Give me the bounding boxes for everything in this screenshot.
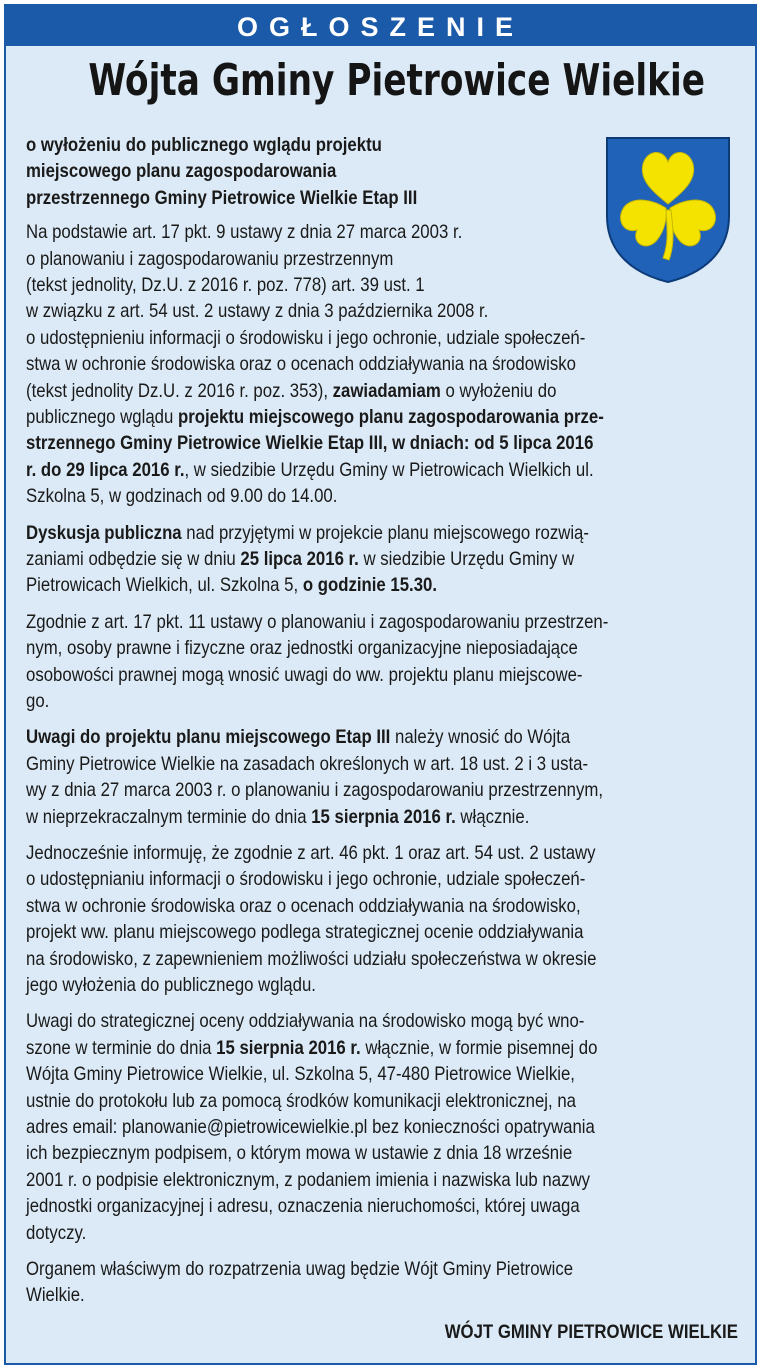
text-segment: zaniami odbędzie się w dniu — [26, 548, 241, 571]
body-paragraphs — [26, 219, 738, 1309]
bold-text: 15 sierpnia 2016 r. — [216, 1036, 361, 1059]
text-segment: ich bezpiecznym podpisem, o którym mowa w ustawie z dnia 18 wrześnie — [26, 1142, 573, 1165]
paragraph-text — [26, 1008, 738, 1246]
text-line — [26, 946, 738, 972]
text-segment: Wielkie. — [26, 1284, 85, 1307]
text-line — [26, 572, 738, 598]
text-segment: Szkolna 5, w godzinach od 9.00 do 14.00. — [26, 485, 338, 508]
text-line — [26, 1008, 738, 1034]
text-segment: jednostki organizacyjnej i adresu, oznaczenia nieruchomości, której uwaga — [26, 1195, 580, 1218]
text-segment: w nieprzekraczalnym terminie do dnia — [26, 805, 312, 828]
text-segment: Pietrowicach Wielkich, ul. Szkolna 5, — [26, 574, 303, 597]
text-segment: (tekst jednolity Dz.U. z 2016 r. poz. 353), — [26, 379, 333, 402]
bold-text: Dyskusja publiczna — [26, 521, 182, 544]
text-line — [26, 483, 738, 509]
text-segment: stwa w ochronie środowiska oraz o ocenach oddziaływania na środowisko, — [26, 894, 581, 917]
bold-text: strzennego Gminy Pietrowice Wielkie Etap III, w dniach: od 5 lipca 2016 — [26, 432, 594, 455]
text-line — [26, 546, 738, 572]
text-segment: wy z dnia 27 marca 2003 r. o planowaniu i zagospodarowaniu przestrzennym, — [26, 779, 604, 802]
subtitle-line: miejscowego planu zagospodarowania — [26, 160, 337, 183]
paragraph-text — [26, 1256, 738, 1309]
text-line — [26, 662, 738, 688]
text-segment: na środowisko, z zapewnieniem możliwości udziału społeczeństwa w okresie — [26, 947, 597, 970]
text-line — [26, 777, 738, 803]
text-segment: 2001 r. o podpisie elektronicznym, z podaniem imienia i nazwiska lub nazwy — [26, 1168, 590, 1191]
text-segment: o wyłożeniu do — [440, 379, 557, 402]
text-segment: szone w terminie do dnia — [26, 1036, 217, 1059]
text-line — [26, 1282, 738, 1308]
bold-text: o godzinie 15.30. — [302, 574, 438, 597]
paragraph-text — [26, 219, 738, 509]
text-segment: włącznie. — [455, 805, 530, 828]
text-segment: adres email: planowanie@pietrowicewielkie.pl bez konieczności opatrywania — [26, 1116, 595, 1138]
notice-content — [26, 132, 738, 1355]
text-segment: Na podstawie art. 17 pkt. 9 ustawy z dnia 27 marca 2003 r. — [26, 221, 463, 244]
announcement-notice — [4, 4, 757, 1365]
bold-text: Uwagi do projektu planu miejscowego Etap III — [26, 726, 391, 749]
text-segment: Jednocześnie informuję, że zgodnie z art. 46 pkt. 1 oraz art. 54 ust. 2 ustawy — [26, 841, 596, 864]
paragraph-text — [26, 840, 738, 998]
text-line — [26, 866, 738, 892]
text-line — [26, 635, 738, 661]
text-line — [26, 724, 738, 750]
text-segment: należy wnosić do Wójta — [390, 726, 571, 749]
notice-subtitle — [26, 132, 638, 211]
bold-text: 15 sierpnia 2016 r. — [311, 805, 456, 828]
text-segment: stwa w ochronie środowiska oraz o ocenach oddziaływania na środowisko — [26, 353, 576, 376]
text-segment: włącznie, w formie pisemnej do — [360, 1036, 598, 1059]
text-segment: Wójta Gminy Pietrowice Wielkie, ul. Szkolna 5, 47-480 Pietrowice Wielkie, — [26, 1063, 575, 1086]
text-line — [26, 219, 738, 245]
text-line — [26, 378, 738, 404]
text-line — [26, 1140, 738, 1166]
text-line — [26, 1167, 738, 1193]
text-segment: nad przyjętymi w projekcie planu miejscowego rozwią- — [181, 521, 589, 544]
text-line — [26, 893, 738, 919]
text-segment: o udostępnianiu informacji o środowisku i jego ochronie, udziale społeczeń- — [26, 868, 586, 891]
text-segment: dotyczy. — [26, 1221, 87, 1244]
text-segment: osobowości prawnej mogą wnosić uwagi do ww. projektu planu miejscowe- — [26, 663, 583, 686]
text-line — [26, 272, 738, 298]
body-paragraph — [26, 1256, 738, 1309]
body-paragraph — [26, 520, 738, 599]
text-line — [26, 1035, 738, 1061]
text-segment: projekt ww. planu miejscowego podlega strategicznej ocenie oddziaływania — [26, 921, 584, 944]
text-segment: o planowaniu i zagospodarowaniu przestrzennym — [26, 247, 394, 270]
text-line — [26, 840, 738, 866]
header-bar — [6, 6, 755, 46]
text-line — [26, 246, 738, 272]
signature — [26, 1319, 738, 1345]
paragraph-text — [26, 609, 738, 715]
body-paragraph — [26, 219, 738, 509]
text-segment: ustnie do protokołu lub za pomocą środków komunikacji elektronicznej, na — [26, 1089, 576, 1112]
text-line — [26, 751, 738, 777]
text-line — [26, 351, 738, 377]
text-segment: o udostępnieniu informacji o środowisku i jego ochronie, udziale społeczeń- — [26, 326, 586, 349]
page-title: Wójta Gminy Pietrowice Wielkie — [88, 55, 706, 106]
text-segment: Gminy Pietrowice Wielkie na zasadach określonych w art. 18 ust. 2 i 3 usta- — [26, 752, 589, 775]
text-line — [26, 404, 738, 430]
text-segment: go. — [26, 690, 50, 713]
text-line — [26, 1220, 738, 1246]
text-line — [26, 1061, 738, 1087]
body-paragraph — [26, 609, 738, 715]
header-label: OGŁOSZENIE — [236, 12, 525, 42]
text-segment: w siedzibie Urzędu Gminy w — [358, 548, 575, 571]
text-segment: Organem właściwym do rozpatrzenia uwag będzie Wójt Gminy Pietrowice — [26, 1257, 574, 1280]
text-segment: publicznego wglądu — [26, 406, 178, 429]
text-line — [26, 1114, 738, 1140]
text-line — [26, 457, 738, 483]
text-segment: Zgodnie z art. 17 pkt. 11 ustawy o planowaniu i zagospodarowaniu przestrzen- — [26, 610, 609, 633]
text-line — [26, 430, 738, 456]
body-paragraph — [26, 1008, 738, 1246]
bold-text: projektu miejscowego planu zagospodarowania prze- — [177, 406, 604, 429]
text-segment: Uwagi do strategicznej oceny oddziaływania na środowisko mogą być wno- — [26, 1010, 585, 1033]
bold-text: zawiadamiam — [332, 379, 441, 402]
text-line — [26, 972, 738, 998]
text-line — [26, 298, 738, 324]
text-segment: w związku z art. 54 ust. 2 ustawy z dnia 3 października 2008 r. — [26, 300, 489, 323]
text-line — [26, 609, 738, 635]
text-segment: , w siedzibie Urzędu Gminy w Pietrowicach Wielkich ul. — [184, 458, 594, 481]
bold-text: r. do 29 lipca 2016 r. — [26, 458, 185, 481]
subtitle-line: o wyłożeniu do publicznego wglądu projektu — [26, 134, 382, 156]
text-segment: jego wyłożenia do publicznego wglądu. — [26, 974, 316, 997]
signature-text: WÓJT GMINY PIETROWICE WIELKIE — [444, 1320, 738, 1343]
text-line — [26, 919, 738, 945]
text-line — [26, 1088, 738, 1114]
body-paragraph — [26, 724, 738, 830]
text-segment: (tekst jednolity, Dz.U. z 2016 r. poz. 778) art. 39 ust. 1 — [26, 274, 425, 297]
text-segment: nym, osoby prawne i fizyczne oraz jednostki organizacyjne nieposiadające — [26, 637, 578, 660]
body-paragraph — [26, 840, 738, 998]
text-line — [26, 325, 738, 351]
text-line — [26, 520, 738, 546]
subtitle-line: przestrzennego Gminy Pietrowice Wielkie Etap III — [26, 186, 418, 209]
paragraph-text — [26, 724, 738, 830]
text-line — [26, 804, 738, 830]
text-line — [26, 688, 738, 714]
paragraph-text — [26, 520, 738, 599]
bold-text: 25 lipca 2016 r. — [240, 548, 359, 571]
text-line — [26, 1193, 738, 1219]
text-line — [26, 1256, 738, 1282]
